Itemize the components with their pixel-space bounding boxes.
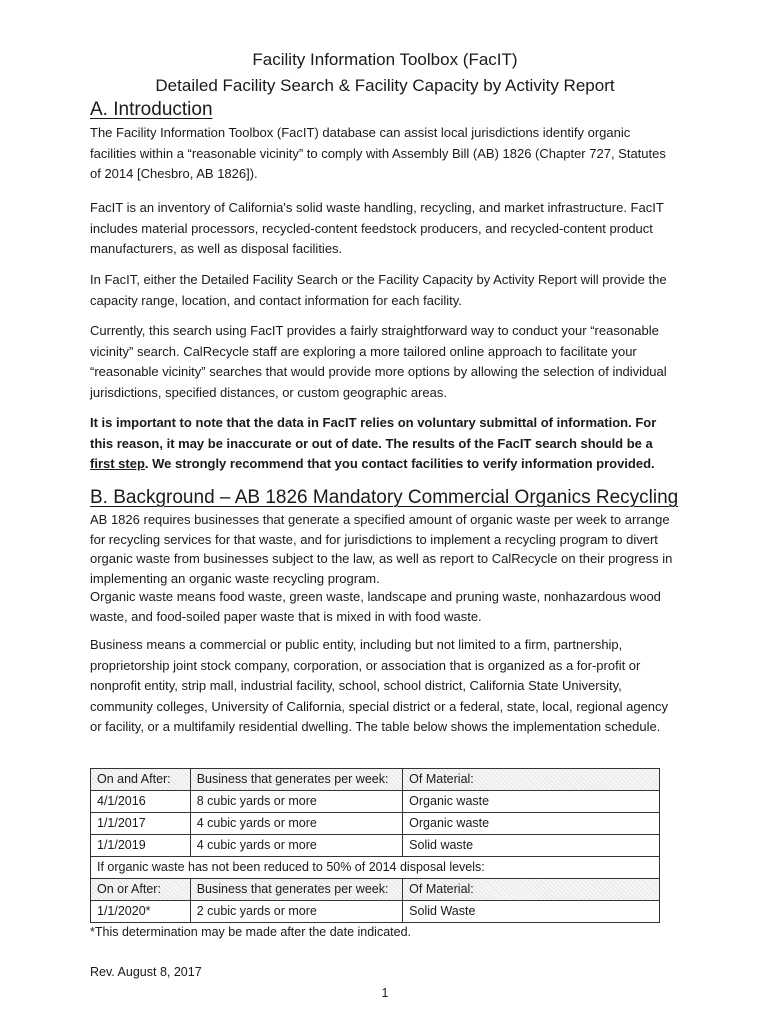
revision-date: Rev. August 8, 2017 [90,965,202,979]
table-cell: 4 cubic yards or more [190,813,402,835]
background-paragraph-3: Business means a commercial or public entity, including but not limited to a firm, partnership, proprietorship joint stock company, corporation, or association that is organized as a for-profit or nonprofit entity, strip mall, industrial facility, school, school district, California State University, community colleges, University of California, special district or a federal, state, local, regional agency or facility, or a multifamily residential dwelling. The table below shows the implementation schedule. [90,637,669,734]
background-paragraph-1: AB 1826 requires businesses that generate a specified amount of organic waste per week to arrange for recycling services for that waste, and for jurisdictions to implement a recycling program to divert organic waste from businesses subject to the law, as well as report to CalRecycle on their progress in implementing an organic waste recycling program. [90,512,673,586]
table-cell: 8 cubic yards or more [190,791,402,813]
background-paragraph-2: Organic waste means food waste, green waste, landscape and pruning waste, nonhazardous wood waste, and food-soiled paper waste that is mixed in with food waste. [90,589,661,624]
table-row [91,813,660,835]
header-cell: On or After: [91,879,191,901]
header-cell: Business that generates per week: [190,769,402,791]
table-cell: 1/1/2020* [91,901,191,923]
intro-paragraph-4: Currently, this search using FacIT provides a fairly straightforward way to conduct your “reasonable vicinity” search. CalRecycle staff are exploring a more tailored online approach to facilitate your “reasonable vicinity” searches that would provide more options by allowing the selection of individual jurisdictions, specified distances, or custom geographic areas. [90,323,667,400]
section-heading-background: B. Background – AB 1826 Mandatory Commercial Organics Recycling [90,487,679,508]
table-cell: 4/1/2016 [91,791,191,813]
table-header-row [91,769,660,791]
table-cell: Organic waste [403,813,660,835]
document-title: Facility Information Toolbox (FacIT) [252,50,518,69]
header-cell: Of Material: [403,879,660,901]
first-step-emphasis: first step [90,456,145,471]
table-cell: 1/1/2017 [91,813,191,835]
table-row [91,901,660,923]
table-cell: 2 cubic yards or more [190,901,402,923]
warning-text-a: It is important to note that the data in FacIT relies on voluntary submittal of information. For this reason, it may be inaccurate or out of date. The results of the FacIT search should be a [90,415,657,451]
table-cell: 4 cubic yards or more [190,835,402,857]
document-subtitle: Detailed Facility Search & Facility Capacity by Activity Report [155,76,615,95]
table-cell: Solid waste [403,835,660,857]
table-condition-row [91,857,660,879]
table-cell: Solid Waste [403,901,660,923]
header-cell: On and After: [91,769,191,791]
table-row [91,835,660,857]
warning-text-b: . We strongly recommend that you contact facilities to verify information provided. [144,456,655,471]
implementation-schedule-table [90,768,660,923]
intro-warning-paragraph [90,413,680,475]
table-header-row-2 [91,879,660,901]
table-footnote: *This determination may be made after the date indicated. [90,925,412,939]
table-row [91,791,660,813]
section-heading-introduction: A. Introduction [90,99,213,120]
header-cell: Of Material: [403,769,660,791]
intro-paragraph-2: FacIT is an inventory of California's solid waste handling, recycling, and market infrastructure. FacIT includes material processors, recycled-content feedstock producers, and recycled-content product manufacturers, as well as disposal facilities. [90,200,664,256]
page-number: 1 [381,986,389,1000]
condition-cell: If organic waste has not been reduced to 50% of 2014 disposal levels: [91,857,660,879]
intro-paragraph-1: The Facility Information Toolbox (FacIT) database can assist local jurisdictions identify organic facilities within a “reasonable vicinity” to comply with Assembly Bill (AB) 1826 (Chapter 727, Statutes of 2014 [Chesbro, AB 1826]). [90,125,666,181]
table-cell: Organic waste [403,791,660,813]
table-cell: 1/1/2019 [91,835,191,857]
intro-paragraph-3: In FacIT, either the Detailed Facility Search or the Facility Capacity by Activity Report will provide the capacity range, location, and contact information for each facility. [90,272,667,308]
header-cell: Business that generates per week: [190,879,402,901]
